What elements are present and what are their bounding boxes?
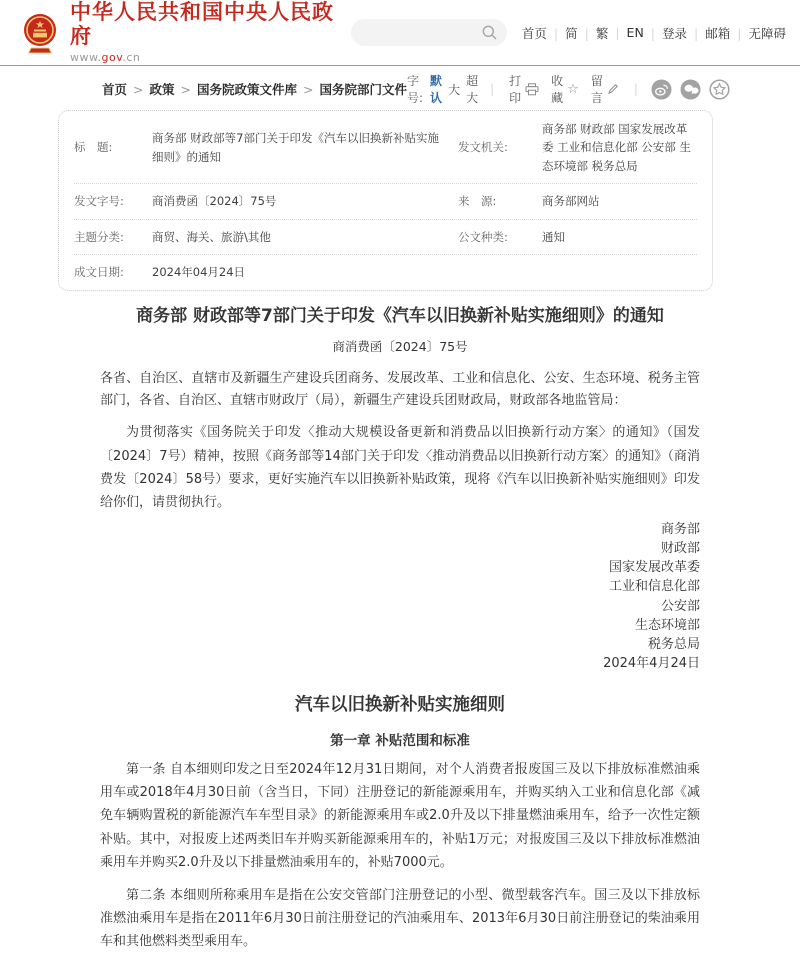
signature-mof: 财政部 — [660, 540, 700, 556]
signature-ndrc: 国家发展改革委 — [608, 560, 700, 576]
doc-meta-table — [58, 110, 713, 291]
search-icon[interactable] — [481, 24, 498, 41]
top-nav — [522, 24, 786, 42]
salutation-paragraph: 各省、自治区、直辖市及新疆生产建设兵团商务、发展改革、工业和信息化、公安、生态环境、税务主管部门，各省、自治区、直辖市财政厅（局），新疆生产建设兵团财政局，财政部各地监管局： — [100, 370, 700, 409]
breadcrumb-home[interactable]: 首页 — [102, 82, 128, 97]
share-qzone-icon[interactable] — [709, 79, 730, 100]
site-url-gov: gov — [101, 50, 123, 64]
font-size-default[interactable]: 默认 — [430, 74, 443, 105]
printer-icon — [525, 83, 539, 96]
attachment-title: 汽车以旧换新补贴实施细则 — [295, 694, 505, 715]
favorite-button[interactable] — [551, 72, 579, 106]
meta-value-title: 商务部 财政部等7部门关于印发《汽车以旧换新补贴实施细则》的通知 — [152, 131, 439, 164]
favorite-label: 收藏 — [551, 74, 564, 105]
signature-sta: 税务总局 — [647, 637, 700, 653]
site-title: 中华人民共和国中央人民政府 — [70, 0, 334, 48]
share-wechat-icon[interactable] — [680, 79, 701, 100]
nav-home[interactable]: 首页 — [521, 25, 547, 41]
meta-label-date: 成文日期: — [74, 264, 124, 279]
document-number: 商消费函〔2024〕75号 — [332, 338, 468, 354]
meta-label-source: 来 源: — [458, 194, 497, 209]
meta-label-title: 标 题: — [74, 140, 113, 155]
meta-label-doc-number: 发文字号: — [74, 194, 124, 209]
meta-row-category — [74, 220, 697, 255]
pencil-icon — [607, 83, 619, 95]
signature-mee: 生态环境部 — [634, 617, 700, 633]
meta-row-date — [74, 255, 697, 289]
search-input[interactable] — [351, 19, 507, 46]
toolbar-row — [102, 74, 700, 105]
body-paragraph-1: 为贯彻落实《国务院关于印发〈推动大规模设备更新和消费品以旧换新行动方案〉的通知》（国发〔2024〕7号）精神，按照《商务部等14部门关于印发〈推动消费品以旧换新行动方案〉的通知》（商消费发〔2024〕58号）要求，更好实施汽车以旧换新补贴政策，现将《汽车以旧换新补贴实施细则》印发给你们，请贯彻执行。 — [100, 425, 700, 511]
font-size-label: 字号: — [407, 74, 424, 105]
meta-value-source: 商务部网站 — [542, 194, 600, 209]
meta-value-issuing-organ: 商务部 财政部 国家发展改革委 工业和信息化部 公安部 生态环境部 税务总局 — [542, 122, 691, 173]
chapter-1-heading: 第一章 补贴范围和标准 — [330, 732, 470, 749]
article-2-paragraph: 第二条 本细则所称乘用车是指在公安交管部门注册登记的小型、微型载客汽车。国三及以下排放标准燃油乘用车是指在2011年6月30日前注册登记的汽油乘用车、2013年6月30日前注册登记的柴油乘用车和其他燃料类型乘用车。 — [100, 887, 700, 950]
toolbar-divider: | — [490, 82, 495, 96]
page-tools — [407, 72, 730, 106]
print-label: 打印 — [509, 74, 522, 105]
comment-button[interactable] — [591, 72, 619, 106]
meta-label-category: 主题分类: — [74, 229, 124, 244]
meta-value-category: 商贸、海关、旅游\其他 — [152, 229, 271, 244]
breadcrumb-department-docs[interactable]: > 国务院部门文件 — [297, 80, 407, 98]
site-url-www: www. — [70, 50, 102, 64]
print-button[interactable] — [509, 72, 539, 106]
star-icon: ☆ — [567, 81, 579, 97]
comment-label: 留言 — [590, 74, 603, 105]
meta-row-doc-number — [74, 184, 697, 219]
site-logo[interactable] — [20, 1, 351, 63]
national-emblem-icon — [20, 11, 60, 55]
breadcrumb-policy[interactable]: > 政策 — [127, 80, 175, 98]
document-title: 商务部 财政部等7部门关于印发《汽车以旧换新补贴实施细则》的通知 — [136, 306, 664, 327]
signature-date: 2024年4月24日 — [603, 656, 700, 672]
nav-mail[interactable]: | 邮箱 — [687, 24, 730, 42]
breadcrumb — [102, 80, 407, 98]
signature-block — [100, 520, 700, 674]
meta-label-issuing-organ: 发文机关: — [458, 140, 508, 155]
site-header — [0, 0, 800, 66]
signature-miit: 工业和信息化部 — [608, 579, 700, 595]
nav-traditional[interactable]: | 繁 — [578, 24, 609, 42]
meta-label-doc-type: 公文种类: — [458, 229, 508, 244]
nav-english[interactable]: | EN — [608, 25, 643, 40]
font-size-large[interactable]: 大 — [448, 82, 461, 97]
site-title-block — [70, 1, 351, 63]
share-weibo-icon[interactable] — [651, 79, 672, 100]
breadcrumb-policy-library[interactable]: > 国务院政策文件库 — [175, 80, 298, 98]
font-size-xlarge[interactable]: 超大 — [466, 74, 479, 105]
meta-value-date: 2024年04月24日 — [152, 264, 246, 279]
signature-mps: 公安部 — [660, 598, 700, 614]
meta-value-doc-number: 商消费函〔2024〕75号 — [152, 194, 277, 209]
nav-simplified[interactable]: | 简 — [547, 24, 578, 42]
toolbar-divider-2: | — [633, 82, 638, 96]
nav-login[interactable]: | 登录 — [644, 24, 687, 42]
site-url-cn: .cn — [122, 50, 141, 64]
article-1-paragraph: 第一条 自本细则印发之日至2024年12月31日期间，对个人消费者报废国三及以下排放标准燃油乘用车或2018年4月30日前（含当日，下同）注册登记的新能源乘用车，并购买纳入工业和信息化部《减免车辆购置税的新能源汽车车型目录》的新能源乘用车或2.0升及以下排量燃油乘用车，给予一次性定额补贴。其中，对报废上述两类旧车并购买新能源乘用车的，补贴1万元；对报废国三及以下排放标准燃油乘用车并购买2.0升及以下排量燃油乘用车的，补贴7000元。 — [100, 761, 700, 871]
share-icons — [651, 79, 730, 100]
meta-row-title — [74, 112, 697, 184]
signature-mofcom: 商务部 — [660, 521, 700, 537]
meta-value-doc-type: 通知 — [542, 229, 565, 244]
nav-accessibility[interactable]: | 无障碍 — [730, 24, 786, 42]
site-url — [70, 51, 351, 64]
document-body — [100, 304, 700, 953]
